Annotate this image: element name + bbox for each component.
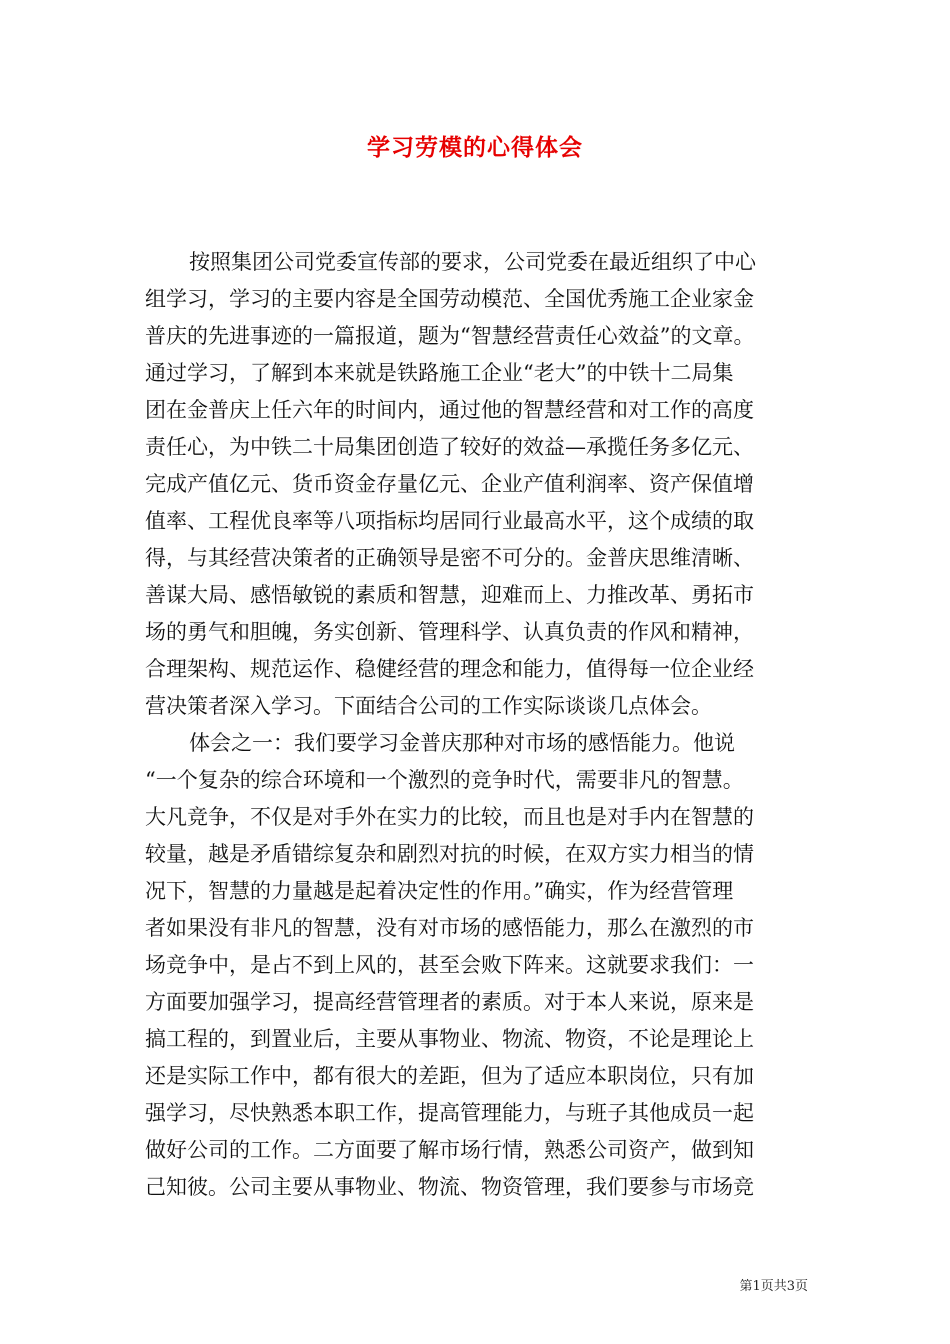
text-line: 善谋大局、感悟敏锐的素质和智慧，迎难而上、力推改革、勇拓市 <box>145 583 754 607</box>
text-line: 按照集团公司党委宣传部的要求，公司党委在最近组织了中心 <box>189 250 756 274</box>
text-line: 组学习，学习的主要内容是全国劳动模范、全国优秀施工企业家金 <box>145 287 754 311</box>
text-line: 做好公司的工作。二方面要了解市场行情，熟悉公司资产，做到知 <box>145 1138 754 1162</box>
document-body <box>145 244 825 1206</box>
text-line: 还是实际工作中，都有很大的差距，但为了适应本职岗位，只有加 <box>145 1064 754 1088</box>
text-line: 营决策者深入学习。下面结合公司的工作实际谈谈几点体会。 <box>145 694 712 718</box>
text-line: 完成产值亿元、货币资金存量亿元、企业产值利润率、资产保值增 <box>145 472 754 496</box>
document-title: 学习劳模的心得体会 <box>367 134 583 161</box>
text-line: 者如果没有非凡的智慧，没有对市场的感悟能力，那么在激烈的市 <box>145 916 754 940</box>
text-line: 场的勇气和胆魄，务实创新、管理科学、认真负责的作风和精神， <box>145 620 754 644</box>
text-line: 己知彼。公司主要从事物业、物流、物资管理，我们要参与市场竞 <box>145 1175 754 1199</box>
text-line: 方面要加强学习，提高经营管理者的素质。对于本人来说，原来是 <box>145 990 754 1014</box>
text-line: 况下，智慧的力量越是起着决定性的作用。”确实，作为经营管理 <box>145 879 734 903</box>
text-line: 体会之一：我们要学习金普庆那种对市场的感悟能力。他说 <box>189 731 735 755</box>
paragraph-2 <box>145 725 825 1206</box>
text-line: 责任心，为中铁二十局集团创造了较好的效益—承揽任务多亿元、 <box>145 435 754 459</box>
text-line: 大凡竞争，不仅是对手外在实力的比较，而且也是对手内在智慧的 <box>145 805 754 829</box>
paragraph-1 <box>145 244 825 725</box>
text-line: 较量，越是矛盾错综复杂和剧烈对抗的时候，在双方实力相当的情 <box>145 842 754 866</box>
page-number: 第1页共3页 <box>739 1279 808 1294</box>
text-line: 合理架构、规范运作、稳健经营的理念和能力，值得每一位企业经 <box>145 657 754 681</box>
text-line: 搞工程的，到置业后，主要从事物业、物流、物资，不论是理论上 <box>145 1027 754 1051</box>
text-line: 得，与其经营决策者的正确领导是密不可分的。金普庆思维清晰、 <box>145 546 754 570</box>
text-line: 值率、工程优良率等八项指标均居同行业最高水平，这个成绩的取 <box>145 509 754 533</box>
text-line: 普庆的先进事迹的一篇报道，题为“智慧经营责任心效益”的文章。 <box>145 324 755 348</box>
text-line: “一个复杂的综合环境和一个激烈的竞争时代，需要非凡的智慧。 <box>145 768 744 792</box>
text-line: 场竞争中，是占不到上风的，甚至会败下阵来。这就要求我们：一 <box>145 953 754 977</box>
text-line: 团在金普庆上任六年的时间内，通过他的智慧经营和对工作的高度 <box>145 398 754 422</box>
text-line: 强学习，尽快熟悉本职工作，提高管理能力，与班子其他成员一起 <box>145 1101 754 1125</box>
text-line: 通过学习，了解到本来就是铁路施工企业“老大”的中铁十二局集 <box>145 361 734 385</box>
